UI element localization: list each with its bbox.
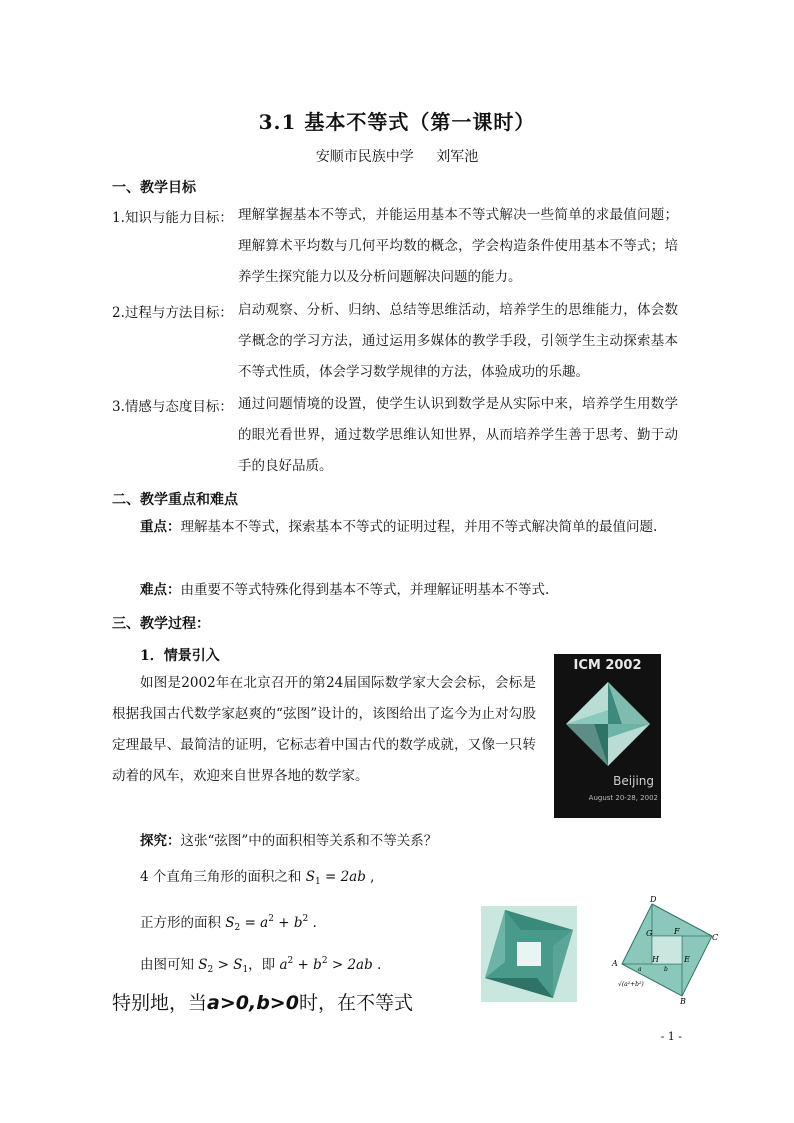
difficulty-point bbox=[140, 575, 680, 606]
goal-label-3: 3.情感与态度目标： bbox=[112, 399, 233, 415]
inequality-mid: ，即 bbox=[248, 957, 276, 973]
goal-label-1: 1.知识与能力目标： bbox=[112, 210, 233, 226]
label-side-a: a bbox=[638, 966, 642, 973]
string-figure-image bbox=[481, 906, 577, 1002]
explore-text: 这张“弦图”中的面积相等关系和不等关系？ bbox=[180, 833, 438, 849]
label-g: G bbox=[646, 929, 653, 938]
inequality-text: 由图可知 bbox=[140, 957, 194, 973]
explore-line bbox=[140, 826, 437, 857]
label-f: F bbox=[674, 927, 680, 936]
goal-text-1: 理解掌握基本不等式，并能运用基本不等式解决一些简单的求最值问题；理解算术平均数与几何平均数的概念，学会构造条件使用基本不等式；培养学生探究能力以及分析问题解决问题的能力。 bbox=[238, 207, 678, 285]
area-square-line: 正方形的面积 $S_2 = a^2 + b^2$ . bbox=[140, 914, 317, 933]
subsection-intro: 1．情景引入 bbox=[140, 648, 220, 664]
formula-s1: $S_1 = 2ab$ bbox=[305, 869, 366, 887]
special-condition: a>0,b>0 bbox=[207, 992, 299, 1014]
formula-a2b2-gt-2ab: $a^2 + b^2 > 2ab$ bbox=[279, 956, 373, 973]
section-heading-keypoints: 二、教学重点和难点 bbox=[112, 492, 238, 508]
special-post: 时，在不等式 bbox=[298, 992, 413, 1014]
page-number: - 1 - bbox=[660, 1030, 682, 1043]
label-d: D bbox=[650, 895, 657, 904]
label-e: E bbox=[684, 955, 690, 964]
area-triangles-text: 4 个直角三角形的面积之和 bbox=[140, 869, 302, 885]
key-label: 重点： bbox=[140, 519, 181, 535]
icm-logo-title: ICM 2002 bbox=[573, 658, 642, 673]
label-c: C bbox=[712, 933, 719, 942]
label-a: A bbox=[612, 959, 618, 968]
label-hypotenuse: √(a²+b²) bbox=[618, 981, 644, 988]
section-heading-goals: 一、教学目标 bbox=[112, 180, 196, 196]
area-square-text: 正方形的面积 bbox=[140, 915, 221, 931]
special-pre: 特别地，当 bbox=[112, 992, 208, 1014]
label-h: H bbox=[652, 955, 659, 964]
windmill-icon bbox=[564, 680, 652, 768]
key-point bbox=[112, 512, 678, 543]
formula-s2: $S_2 = a^2 + b^2$ bbox=[225, 914, 309, 933]
explore-label: 探究： bbox=[140, 833, 181, 849]
icm-logo-city: Beijing bbox=[613, 774, 654, 788]
icm-logo-image bbox=[554, 654, 661, 818]
page-title: 3.1 基本不等式（第一课时） bbox=[258, 110, 536, 134]
intro-paragraph: 如图是2002年在北京召开的第24届国际数学家大会会标，会标是根据我国古代数学家赵爽的“弦图”设计的，该图给出了迄今为止对勾股定理最早、最简洁的证明，它标志着中国古代的数学成就，又像一只转动着的风车，欢迎来自世界各地的数学家。 bbox=[112, 675, 536, 784]
icm-logo-date: August 20-28, 2002 bbox=[588, 794, 658, 802]
key-text: 理解基本不等式，探索基本不等式的证明过程，并用不等式解决简单的最值问题. bbox=[180, 519, 658, 535]
area-triangles-line: 4 个直角三角形的面积之和 $S_1 = 2ab$ , bbox=[140, 869, 375, 887]
goal-text-2: 启动观察、分析、归纳、总结等思维活动，培养学生的思维能力，体会数学概念的学习方法，通过运用多媒体的教学手段，引领学生主动探索基本不等式性质，体会学习数学规律的方法，体验成功的乐趣。 bbox=[238, 302, 678, 380]
label-side-b: b bbox=[664, 966, 668, 973]
difficulty-text: 由重要不等式特殊化得到基本不等式，并理解证明基本不等式. bbox=[180, 582, 550, 598]
section-heading-process: 三、教学过程： bbox=[112, 616, 210, 632]
labeled-diagram-image bbox=[608, 894, 720, 1006]
label-b: B bbox=[680, 997, 686, 1006]
inequality-line: 由图可知 $S_2 > S_1$，即 $a^2 + b^2 > 2ab$ . bbox=[140, 956, 382, 975]
goal-text-3: 通过问题情境的设置，使学生认识到数学是从实际中来，培养学生用数学的眼光看世界，通过数学思维认知世界，从而培养学生善于思考、勤于动手的良好品质。 bbox=[238, 396, 678, 474]
goal-label-2: 2.过程与方法目标： bbox=[112, 305, 233, 321]
formula-s2-gt-s1: $S_2 > S_1$ bbox=[198, 957, 249, 975]
author-line: 安顺市民族中学 刘军池 bbox=[315, 149, 479, 165]
special-case-line bbox=[112, 988, 413, 1015]
difficulty-label: 难点： bbox=[140, 582, 181, 598]
